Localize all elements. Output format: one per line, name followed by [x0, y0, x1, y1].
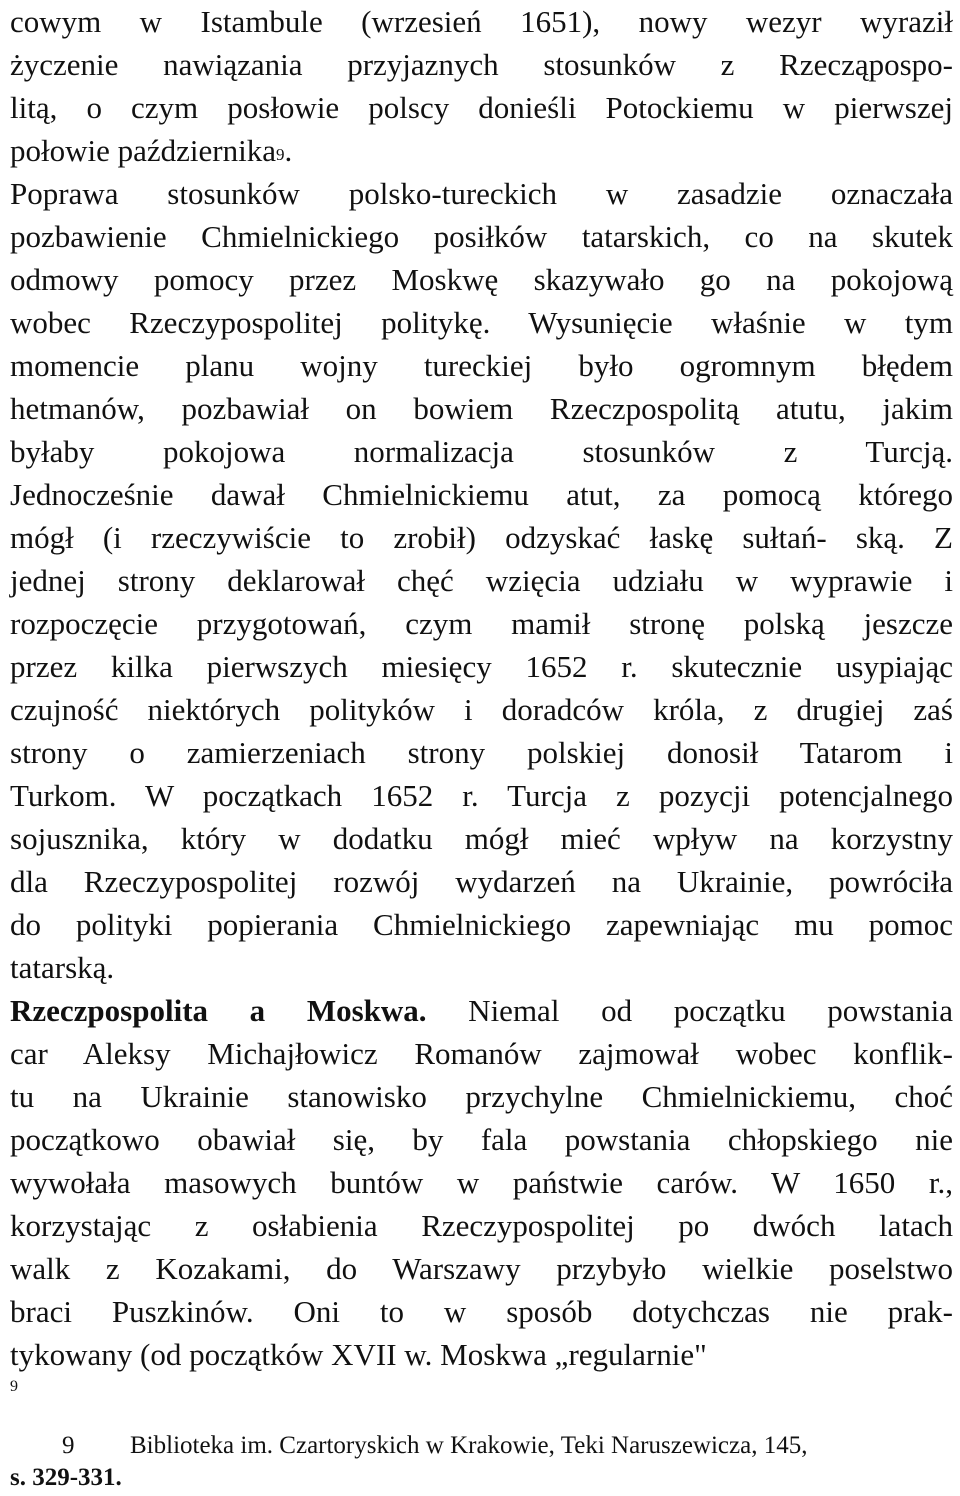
text-line-content: życzenie nawiązania przyjaznych stosunków z Rzecząpospo- — [10, 47, 953, 82]
text-line — [10, 43, 953, 86]
text-line-content: strony o zamierzeniach strony polskiej donosił Tatarom i — [10, 735, 953, 770]
text-line — [10, 860, 953, 903]
text-line-content: Niemal od początku powstania — [426, 993, 953, 1028]
text-line — [10, 946, 953, 989]
text-line-content: przez kilka pierwszych miesięcy 1652 r. skutecznie usypiając — [10, 649, 953, 684]
text-line — [10, 989, 953, 1032]
text-line-content: cowym w Istambule (wrzesień 1651), nowy wezyr wyraził — [10, 4, 953, 39]
text-line-content: wobec Rzeczypospolitej politykę. Wysunięcie właśnie w tym — [10, 305, 953, 340]
text-line — [10, 215, 953, 258]
text-line-content: korzystając z osłabienia Rzeczypospolitej po dwóch latach — [10, 1208, 953, 1243]
footnote-pages: s. 329-331. — [10, 1464, 122, 1491]
text-line-content: byłaby pokojowa normalizacja stosunków z Turcją. — [10, 434, 953, 469]
text-line-content: tatarską. — [10, 950, 115, 985]
text-line-content: mógł (i rzeczywiście to zrobił) odzyskać łaskę sułtań- ską. Z — [10, 520, 953, 555]
text-line-content: Poprawa stosunków polsko-tureckich w zasadzie oznaczała — [10, 176, 953, 211]
text-line-content: dla Rzeczypospolitej rozwój wydarzeń na Ukrainie, powróciła — [10, 864, 953, 899]
text-line — [10, 559, 953, 602]
footnote-line — [10, 1430, 940, 1462]
text-line-content: Turkom. W początkach 1652 r. Turcja z pozycji potencjalnego — [10, 778, 953, 813]
text-line — [10, 688, 953, 731]
footnote-number: 9 — [62, 1432, 75, 1459]
text-line-content: walk z Kozakami, do Warszawy przybyło wielkie poselstwo — [10, 1251, 953, 1286]
text-line-content: jednej strony deklarował chęć wzięcia udziału w wyprawie i — [10, 563, 953, 598]
text-line-content: braci Puszkinów. Oni to w sposób dotychczas nie prak- — [10, 1294, 953, 1329]
text-line-content: wywołała masowych buntów w państwie carów. W 1650 r., — [10, 1165, 953, 1200]
text-line-content: odmowy pomocy przez Moskwę skazywało go na pokojową — [10, 262, 953, 297]
text-line-content: rozpoczęcie przygotowań, czym mamił stronę polską jeszcze — [10, 606, 953, 641]
text-line-content: car Aleksy Michajłowicz Romanów zajmował wobec konflik- — [10, 1036, 953, 1071]
text-line-suffix: . — [284, 133, 293, 168]
text-line — [10, 817, 953, 860]
text-line — [10, 172, 953, 215]
text-line — [10, 1247, 953, 1290]
text-line — [10, 602, 953, 645]
text-line — [10, 1204, 953, 1247]
text-line — [10, 903, 953, 946]
footnote — [10, 1430, 940, 1494]
text-line — [10, 516, 953, 559]
text-line — [10, 731, 953, 774]
text-line-content: do polityki popierania Chmielnickiego zapewniając mu pomoc — [10, 907, 953, 942]
text-line-content: momencie planu wojny tureckiej było ogromnym błędem — [10, 348, 953, 383]
text-line — [10, 1032, 953, 1075]
text-line — [10, 1118, 953, 1161]
text-line-content: Jednocześnie dawał Chmielnickiemu atut, za pomocą którego — [10, 477, 953, 512]
text-line — [10, 129, 953, 172]
text-line — [10, 86, 953, 129]
text-line-content: czujność niektórych polityków i doradców króla, z drugiej zaś — [10, 692, 953, 727]
text-line — [10, 430, 953, 473]
text-line-content: początkowo obawiał się, by fala powstania chłopskiego nie — [10, 1122, 953, 1157]
text-line — [10, 0, 953, 43]
text-line — [10, 387, 953, 430]
text-line — [10, 774, 953, 817]
text-line-content: litą, o czym posłowie polscy donieśli Potockiemu w pierwszej — [10, 90, 953, 125]
footnote-text: Biblioteka im. Czartoryskich w Krakowie, Teki Naruszewicza, 145, — [130, 1432, 808, 1459]
text-line — [10, 473, 953, 516]
text-line-content: hetmanów, pozbawiał on bowiem Rzeczpospolitą atutu, jakim — [10, 391, 953, 426]
text-line — [10, 344, 953, 387]
footnote-marker: 9 — [10, 1378, 18, 1395]
text-line — [10, 645, 953, 688]
text-line-content: pozbawienie Chmielnickiego posiłków tatarskich, co na skutek — [10, 219, 953, 254]
section-heading: Rzeczpospolita a Moskwa. — [10, 993, 427, 1028]
text-line — [10, 301, 953, 344]
text-line — [10, 1075, 953, 1118]
text-line-content: tykowany (od początków XVII w. Moskwa „regularnie" — [10, 1337, 707, 1372]
footnote-reference[interactable]: 9 — [275, 145, 285, 164]
text-line — [10, 1290, 953, 1333]
text-line — [10, 1333, 953, 1376]
text-line — [10, 1161, 953, 1204]
text-line-content: sojusznika, który w dodatku mógł mieć wpływ na korzystny — [10, 821, 953, 856]
text-line — [10, 258, 953, 301]
body-text — [10, 0, 953, 1376]
text-line-content: połowie października — [10, 133, 276, 168]
text-line-content: tu na Ukrainie stanowisko przychylne Chmielnickiemu, choć — [10, 1079, 953, 1114]
